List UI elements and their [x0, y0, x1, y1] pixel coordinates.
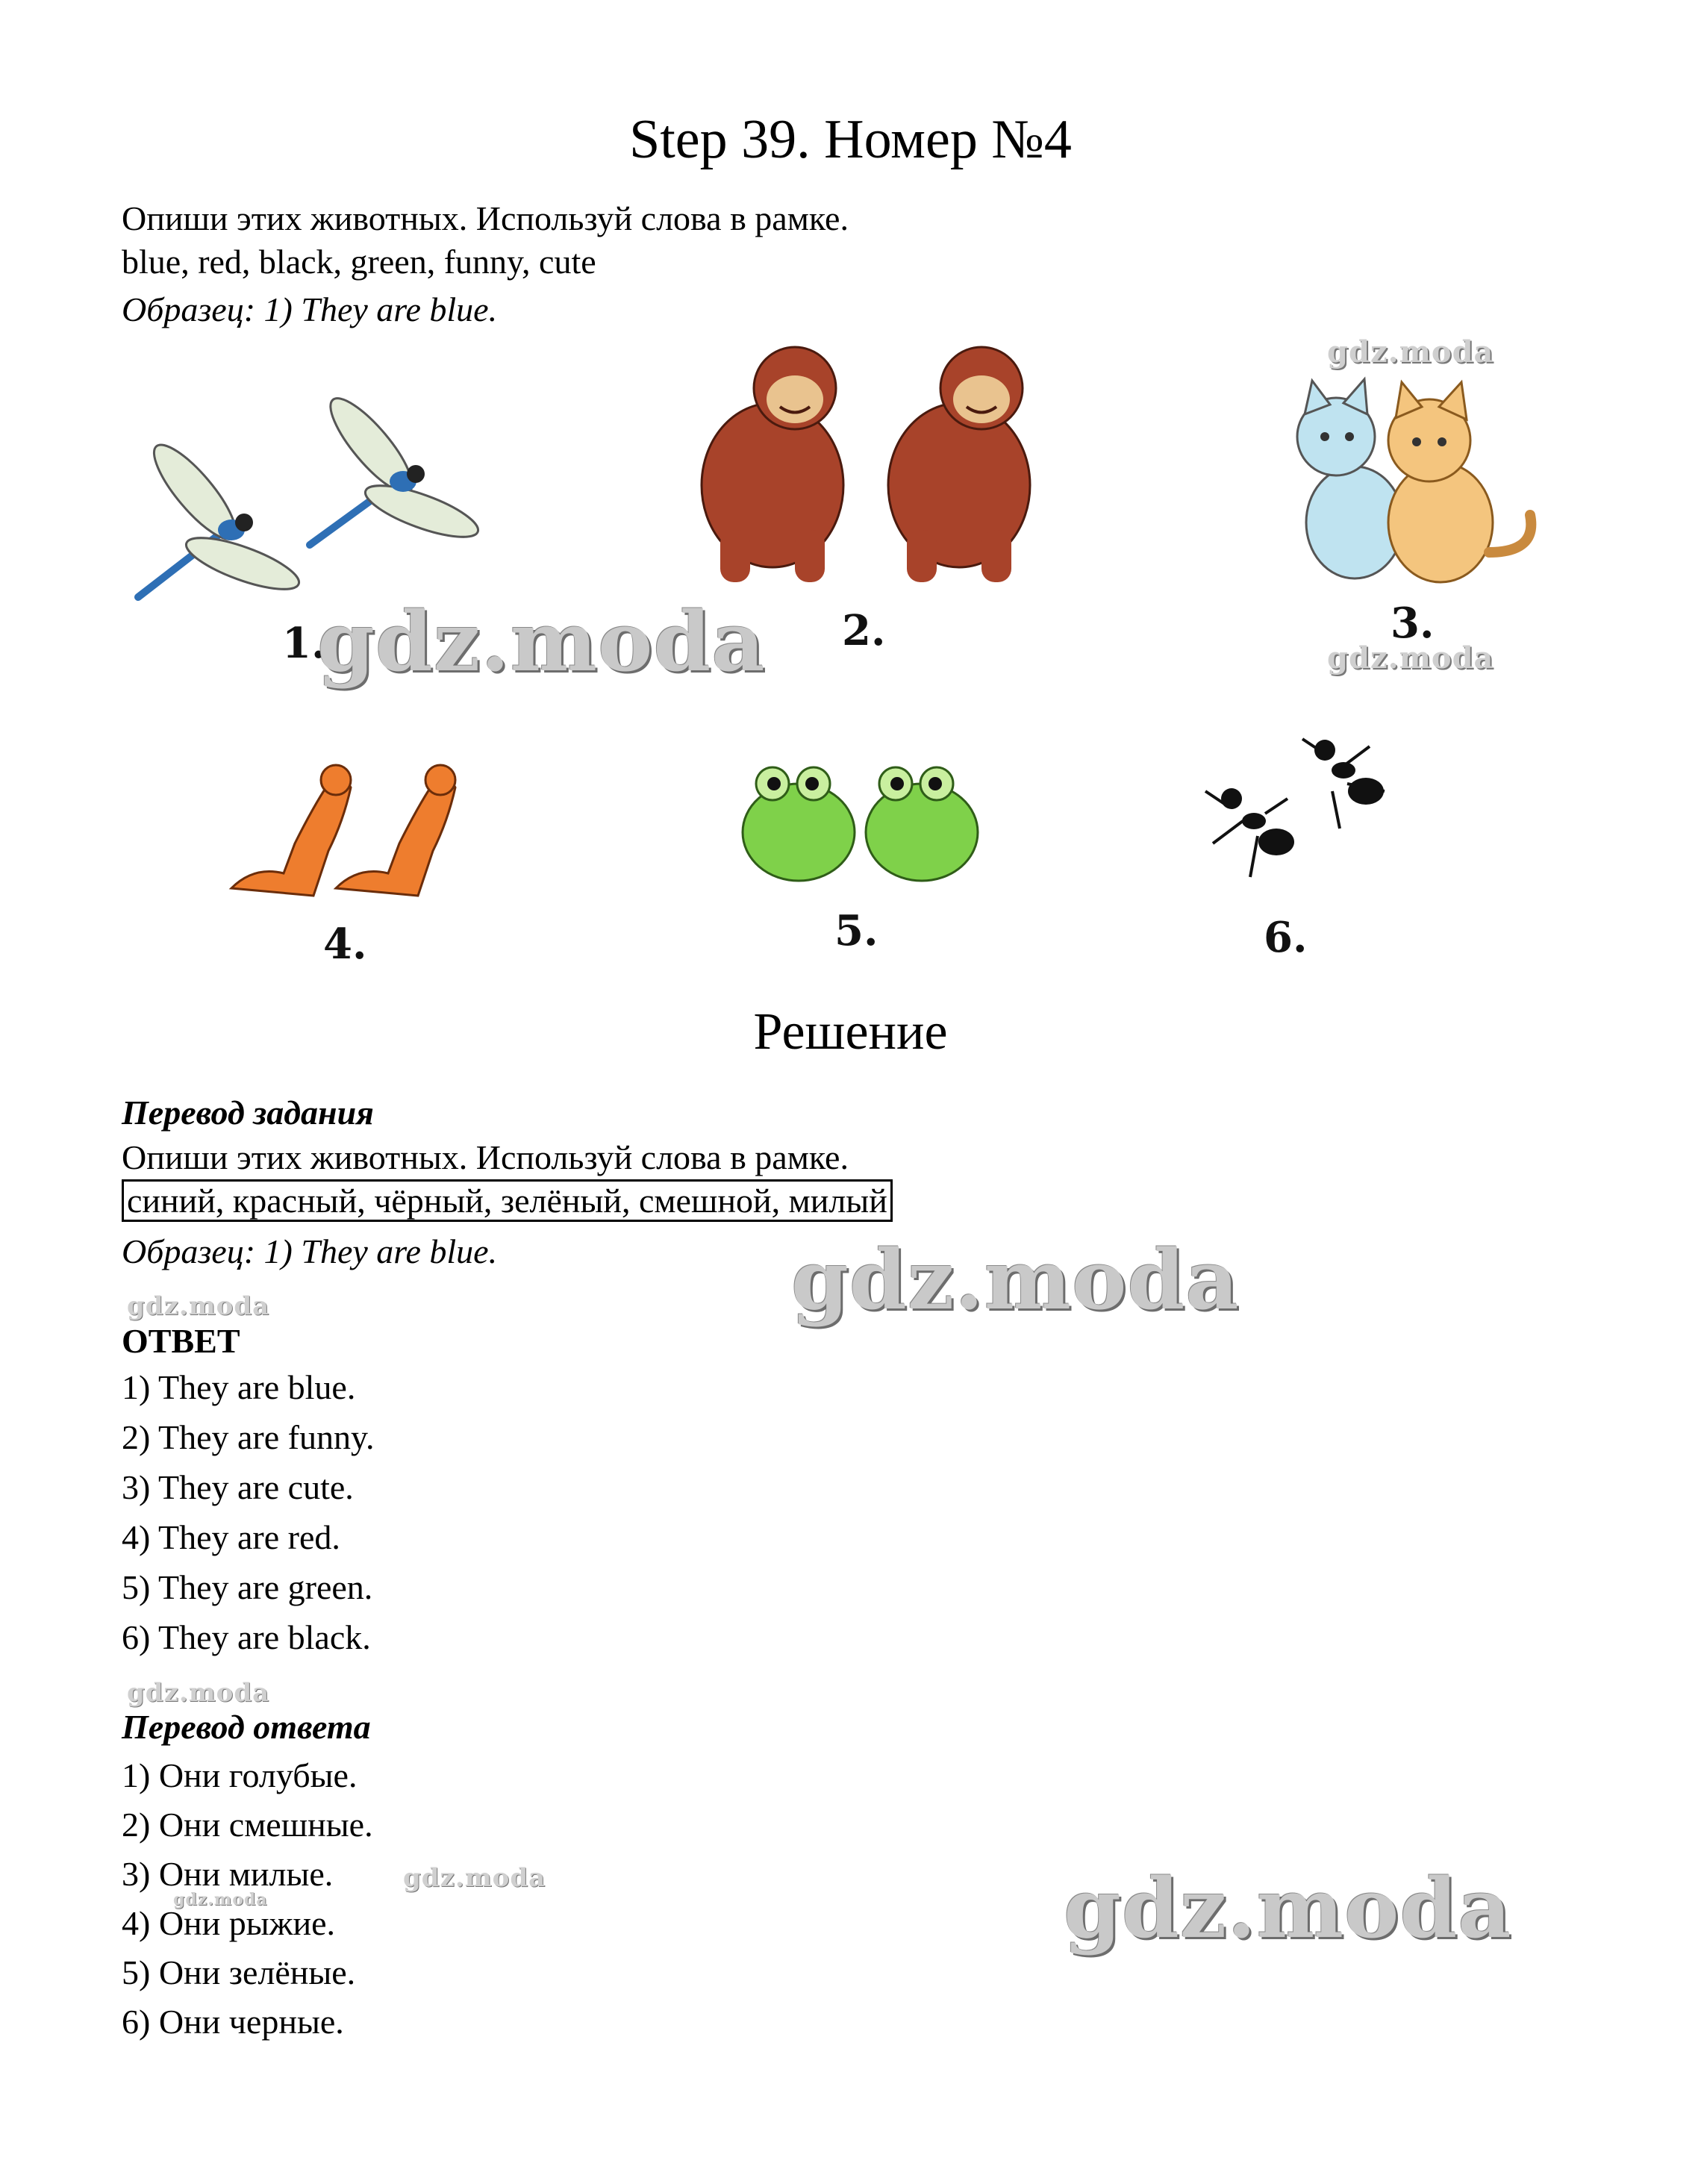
translation-words-box-wrap	[122, 1179, 893, 1223]
answer-translation-1: 1) Они голубые.	[122, 1756, 358, 1794]
watermark: gdz.moda	[1327, 640, 1494, 676]
watermark: gdz.moda	[1064, 1860, 1512, 1956]
ant-icon	[1198, 717, 1399, 888]
task-words: blue, red, black, green, funny, cute	[122, 243, 596, 281]
dragonfly-icon	[131, 407, 481, 608]
answer-translation-2: 2) Они смешные.	[122, 1806, 373, 1844]
translation-words-box: синий, красный, чёрный, зелёный, смешной, милый	[122, 1179, 893, 1222]
watermark: gdz.moda	[127, 1678, 270, 1708]
picture-number-4: 4.	[323, 920, 367, 969]
task-example: Образец: 1) They are blue.	[122, 290, 498, 328]
answer-line-4: 4) They are red.	[122, 1518, 340, 1556]
translation-instruction: Опиши этих животных. Используй слова в рамке.	[122, 1138, 849, 1176]
translation-example: Образец: 1) They are blue.	[122, 1232, 498, 1270]
picture-number-2: 2.	[842, 606, 886, 655]
fox-icon	[224, 754, 478, 903]
translation-heading: Перевод задания	[122, 1093, 374, 1132]
watermark: gdz.moda	[791, 1232, 1240, 1328]
answer-translation-heading: Перевод ответа	[122, 1708, 371, 1746]
answer-translation-4: 4) Они рыжие.	[122, 1904, 335, 1942]
picture-number-6: 6.	[1264, 913, 1308, 962]
page-title: Step 39. Номер №4	[629, 109, 1072, 170]
answer-line-5: 5) They are green.	[122, 1568, 373, 1606]
task-instruction: Опиши этих животных. Используй слова в рамке.	[122, 199, 849, 237]
answer-translation-3: 3) Они милые.	[122, 1855, 334, 1893]
answer-translation-5: 5) Они зелёные.	[122, 1953, 356, 1991]
solution-heading: Решение	[753, 1003, 948, 1061]
answer-line-3: 3) They are cute.	[122, 1468, 354, 1506]
watermark: gdz.moda	[317, 593, 766, 690]
answer-heading: ОТВЕТ	[122, 1322, 240, 1360]
watermark: gdz.moda	[127, 1291, 270, 1321]
picture-number-1: 1.	[282, 619, 326, 668]
monkey-icon	[690, 343, 1049, 590]
cat-icon	[1284, 373, 1552, 590]
frog-icon	[735, 758, 981, 888]
answer-translation-6: 6) Они черные.	[122, 2003, 344, 2041]
picture-number-3: 3.	[1391, 599, 1435, 648]
watermark: gdz.moda	[173, 1890, 268, 1909]
watermark: gdz.moda	[403, 1863, 546, 1893]
answer-line-2: 2) They are funny.	[122, 1418, 375, 1456]
picture-number-5: 5.	[834, 906, 878, 955]
answer-line-1: 1) They are blue.	[122, 1368, 356, 1406]
watermark: gdz.moda	[1327, 334, 1494, 369]
answer-line-6: 6) They are black.	[122, 1618, 371, 1656]
